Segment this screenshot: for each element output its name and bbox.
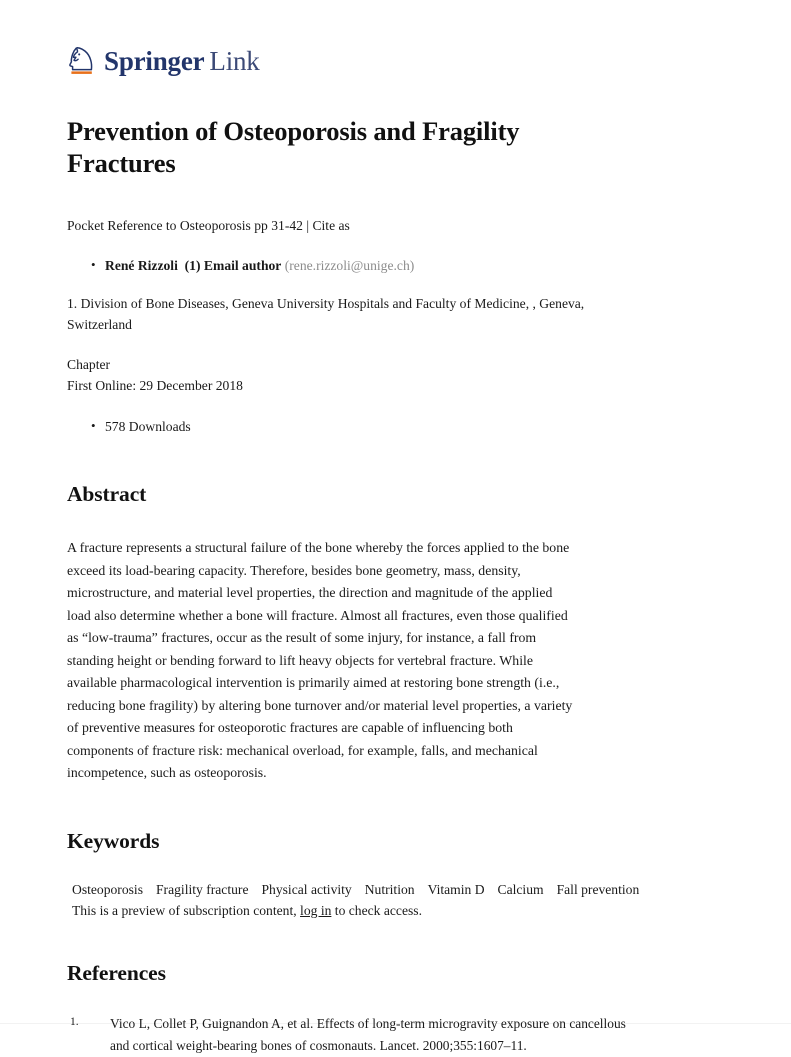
preview-notice-prefix: This is a preview of subscription content,	[72, 902, 297, 918]
first-online-date: First Online: 29 December 2018	[67, 378, 243, 394]
breadcrumb[interactable]: Pocket Reference to Osteoporosis pp 31-42 | Cite as	[67, 218, 350, 234]
page-title: Prevention of Osteoporosis and Fragility Fractures	[67, 116, 520, 178]
keyword-item[interactable]: Nutrition	[364, 881, 415, 897]
preview-notice-suffix: to check access.	[334, 902, 422, 918]
reference-item	[67, 1013, 640, 1056]
log-in-link[interactable]: log in	[300, 902, 332, 918]
author-entry	[67, 256, 667, 276]
downloads-count: • 578 Downloads	[67, 417, 667, 437]
springer-knight-icon	[67, 45, 97, 77]
publication-meta	[67, 355, 667, 396]
logo-link-text: Link	[209, 45, 260, 76]
author-name[interactable]: René Rizzoli	[105, 257, 178, 273]
keyword-item[interactable]: Fall prevention	[556, 881, 640, 897]
logo-springer-text: Springer	[104, 45, 205, 76]
email-author-label[interactable]: Email author	[203, 257, 282, 273]
keyword-item[interactable]: Vitamin D	[427, 881, 485, 897]
references-heading: References	[67, 961, 166, 986]
reference-number: 1.	[70, 1016, 79, 1029]
keyword-item[interactable]: Fragility fracture	[156, 881, 249, 897]
abstract-text: A fracture represents a structural failure of the bone whereby the forces applied to the bone exceed its load-bearing capacity. Therefore, besides bone geometry, mass, density, microstructure, and material level properties, the direction and magnitude of the applied load also determine whether a bone will fracture. Almost all fractures, even those qualified as “low-trauma” fractures, occur as the result of some injury, for instance, a fall from standing height or bending forward to lift heavy objects for vertebral fracture. While available pharmacological intervention is primarily aimed at restoring bone strength (i.e., reducing bone fragility) by altering bone turnover and/or material level properties, a variety of preventive measures for osteoporotic fractures are capable of influencing both components of fracture risk: mechanical overload, for example, falls, and mechanical incompetence, such as osteoporosis.	[67, 540, 573, 781]
preview-notice	[72, 901, 592, 921]
author-email[interactable]: (rene.rizzoli@unige.ch)	[284, 257, 415, 273]
abstract-heading: Abstract	[67, 482, 147, 507]
keyword-list	[67, 880, 640, 922]
keyword-item[interactable]: Calcium	[497, 881, 544, 897]
springerlink-wordmark	[104, 45, 260, 76]
document-content	[67, 0, 667, 1057]
springerlink-logo[interactable]	[67, 0, 667, 81]
reference-list	[67, 1013, 667, 1056]
content-type: Chapter	[67, 357, 111, 373]
metrics-list	[67, 417, 667, 437]
author-affiliation: 1. Division of Bone Diseases, Geneva University Hospitals and Faculty of Medicine, , Geneva, Switzerland	[67, 296, 585, 332]
keyword-item[interactable]: Physical activity	[261, 881, 352, 897]
reference-text: Vico L, Collet P, Guignandon A, et al. Effects of long-term microgravity exposure on cancellous and cortical weight-bearing bones of cosmonauts. Lancet. 2000;355:1607–11.	[110, 1016, 626, 1053]
author-affiliation-marker: (1)	[184, 257, 201, 273]
author-list	[67, 256, 667, 276]
keywords-heading: Keywords	[67, 828, 160, 853]
keyword-item[interactable]: Osteoporosis	[72, 881, 143, 897]
